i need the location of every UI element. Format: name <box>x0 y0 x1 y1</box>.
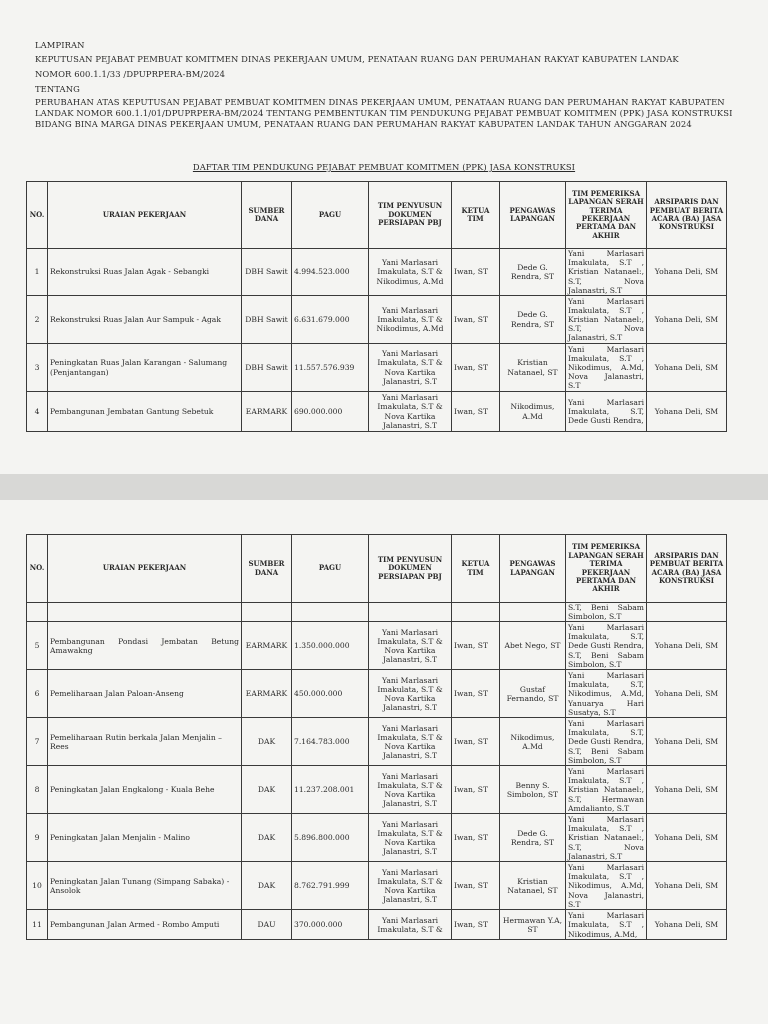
row-pagu: 7.164.783.000 <box>292 718 369 766</box>
row-pagu: 8.762.791.999 <box>292 862 369 910</box>
row-ketua: Iwan, ST <box>452 862 500 910</box>
row-no: 11 <box>27 910 48 940</box>
row-arsiparis: Yohana Deli, SM <box>647 622 727 670</box>
row-pemeriksa: Yani Marlasari Imakulata, S.T , Kristian Natanael:, S.T, Nova Jalanastri, S.T <box>566 249 647 296</box>
row-pemeriksa: Yani Marlasari Imakulata, S.T , Nikodimus, A.Md, <box>566 910 647 940</box>
row-ketua: Iwan, ST <box>452 718 500 766</box>
table-row <box>27 814 727 862</box>
row-pemeriksa: Yani Marlasari Imakulata, S.T , Kristian Natanael:, S.T, Nova Jalanastri, S.T <box>566 814 647 862</box>
row-uraian: Rekonstruksi Ruas Jalan Agak - Sebangki <box>48 249 242 296</box>
lampiran-label: LAMPIRAN <box>35 40 85 50</box>
row-ketua: Iwan, ST <box>452 766 500 814</box>
row-uraian: Peningkatan Jalan Tunang (Simpang Sabaka) - Ansolok <box>48 862 242 910</box>
col-no: NO. <box>27 182 48 249</box>
row-ketua: Iwan, ST <box>452 910 500 940</box>
row-pagu: 450.000.000 <box>292 670 369 718</box>
row-arsiparis: Yohana Deli, SM <box>647 670 727 718</box>
row-no: 2 <box>27 296 48 344</box>
row-pemeriksa: Yani Marlasari Imakulata, S.T , Kristian Natanael:, S.T, Nova Jalanastri, S.T <box>566 296 647 344</box>
row-pagu: 5.896.800.000 <box>292 814 369 862</box>
col-pengawas: PENGAWAS LAPANGAN <box>500 182 566 249</box>
row-pengawas: Dede G. Rendra, ST <box>500 249 566 296</box>
row-sumber: DAK <box>242 814 292 862</box>
row-uraian: Rekonstruksi Ruas Jalan Aur Sampuk - Agak <box>48 296 242 344</box>
row-penyusun: Yani Marlasari Imakulata, S.T & Nova Kartika Jalanastri, S.T <box>369 862 452 910</box>
col-tim-penyusun: TIM PENYUSUN DOKUMEN PERSIAPAN PBJ <box>369 535 452 603</box>
team-table-page-2 <box>26 534 727 940</box>
row-pagu: 6.631.679.000 <box>292 296 369 344</box>
row-pengawas: Hermawan Y.A, ST <box>500 910 566 940</box>
row-uraian: Pembangunan Pondasi Jembatan Betung Amawakng <box>48 622 242 670</box>
table-row <box>27 670 727 718</box>
col-tim-penyusun: TIM PENYUSUN DOKUMEN PERSIAPAN PBJ <box>369 182 452 249</box>
row-arsiparis: Yohana Deli, SM <box>647 766 727 814</box>
col-no: NO. <box>27 535 48 603</box>
row-pemeriksa: Yani Marlasari Imakulata, S.T, Nikodimus, A.Md, Yanuarya Hari Susatya, S.T <box>566 670 647 718</box>
row-no: 4 <box>27 392 48 432</box>
col-sumber-dana: SUMBER DANA <box>242 535 292 603</box>
row-sumber: DAK <box>242 862 292 910</box>
row-penyusun: Yani Marlasari Imakulata, S.T & Nova Kartika Jalanastri, S.T <box>369 766 452 814</box>
col-pagu: PAGU <box>292 182 369 249</box>
row-uraian: Pemeliharaan Jalan Paloan-Anseng <box>48 670 242 718</box>
table-header-row <box>27 182 727 249</box>
row-pemeriksa: Yani Marlasari Imakulata, S.T , Nikodimus, A.Md, Nova Jalanastri, S.T <box>566 862 647 910</box>
row-no: 3 <box>27 344 48 392</box>
row-sumber: EARMARK <box>242 622 292 670</box>
row-penyusun: Yani Marlasari Imakulata, S.T & Nova Kartika Jalanastri, S.T <box>369 670 452 718</box>
col-arsiparis: ARSIPARIS DAN PEMBUAT BERITA ACARA (BA) JASA KONSTRUKSI <box>647 535 727 603</box>
row-sumber: DBH Sawit <box>242 249 292 296</box>
row-no: 1 <box>27 249 48 296</box>
row-sumber: DAK <box>242 766 292 814</box>
col-tim-pemeriksa: TIM PEMERIKSA LAPANGAN SERAH TERIMA PEKERJAAN PERTAMA DAN AKHIR <box>566 535 647 603</box>
col-arsiparis: ARSIPARIS DAN PEMBUAT BERITA ACARA (BA) JASA KONSTRUKSI <box>647 182 727 249</box>
team-table-page-1 <box>26 181 727 432</box>
row-uraian: Pemeliharaan Rutin berkala Jalan Menjalin – Rees <box>48 718 242 766</box>
row-pengawas: Abet Nego, ST <box>500 622 566 670</box>
row-ketua: Iwan, ST <box>452 670 500 718</box>
row-arsiparis: Yohana Deli, SM <box>647 862 727 910</box>
row-no: 8 <box>27 766 48 814</box>
row-sumber: DBH Sawit <box>242 344 292 392</box>
col-sumber-dana: SUMBER DANA <box>242 182 292 249</box>
row-ketua: Iwan, ST <box>452 296 500 344</box>
row-uraian: Peningkatan Jalan Engkalong - Kuala Behe <box>48 766 242 814</box>
row-pengawas: Nikodimus, A.Md <box>500 718 566 766</box>
row-sumber: EARMARK <box>242 670 292 718</box>
row-uraian: Peningkatan Jalan Menjalin - Malino <box>48 814 242 862</box>
row-pagu: 11.557.576.939 <box>292 344 369 392</box>
row-sumber: EARMARK <box>242 392 292 432</box>
row-pengawas: Dede G. Rendra, ST <box>500 296 566 344</box>
row-uraian: Peningkatan Ruas Jalan Karangan - Salumang (Penjantangan) <box>48 344 242 392</box>
row-pemeriksa: Yani Marlasari Imakulata, S.T, Dede Gusti Rendra, <box>566 392 647 432</box>
row-no: 9 <box>27 814 48 862</box>
nomor-surat: NOMOR 600.1.1/33 /DPUPRPERA-BM/2024 <box>35 69 226 79</box>
perubahan-text: PERUBAHAN ATAS KEPUTUSAN PEJABAT PEMBUAT KOMITMEN DINAS PEKERJAAN UMUM, PENATAAN RUANG DAN PERUMAHAN RAKYAT KABUPATEN LANDAK NOMOR 600.1.1/01/DPUPRPERA-BM/2024 TENTANG PEMBENTUKAN TIM PENDUKUNG PEJABAT PEMBUAT KOMITMEN (PPK) JASA KONSTRUKSI BIDANG BINA MARGA DINAS PEKERJAAN UMUM, PENATAAN RUANG DAN PERUMAHAN RAKYAT KABUPATEN LANDAK TAHUN ANGGARAN 2024 <box>35 97 733 129</box>
row-penyusun: Yani Marlasari Imakulata, S.T & Nova Kartika Jalanastri, S.T <box>369 622 452 670</box>
row-pemeriksa: S.T, Beni Sabam Simbolon, S.T <box>566 603 647 622</box>
row-no: 7 <box>27 718 48 766</box>
row-no: 6 <box>27 670 48 718</box>
table-row <box>27 622 727 670</box>
row-arsiparis: Yohana Deli, SM <box>647 249 727 296</box>
table-row <box>27 344 727 392</box>
table-row-continuation <box>27 603 727 622</box>
row-arsiparis: Yohana Deli, SM <box>647 392 727 432</box>
table-title: DAFTAR TIM PENDUKUNG PEJABAT PEMBUAT KOMITMEN (PPK) JASA KONSTRUKSI <box>192 162 576 172</box>
table-row <box>27 249 727 296</box>
row-arsiparis: Yohana Deli, SM <box>647 718 727 766</box>
row-sumber: DAK <box>242 718 292 766</box>
row-uraian: Pembangunan Jalan Armed - Rombo Amputi <box>48 910 242 940</box>
row-arsiparis: Yohana Deli, SM <box>647 910 727 940</box>
row-ketua: Iwan, ST <box>452 344 500 392</box>
row-arsiparis: Yohana Deli, SM <box>647 814 727 862</box>
row-no: 5 <box>27 622 48 670</box>
table-row <box>27 862 727 910</box>
table-row <box>27 766 727 814</box>
row-sumber: DAU <box>242 910 292 940</box>
col-uraian: URAIAN PEKERJAAN <box>48 182 242 249</box>
col-pagu: PAGU <box>292 535 369 603</box>
row-penyusun: Yani Marlasari Imakulata, S.T & Nova Kartika Jalanastri, S.T <box>369 392 452 432</box>
row-penyusun: Yani Marlasari Imakulata, S.T & <box>369 910 452 940</box>
row-penyusun: Yani Marlasari Imakulata, S.T & Nova Kartika Jalanastri, S.T <box>369 344 452 392</box>
row-pemeriksa: Yani Marlasari Imakulata, S.T, Dede Gusti Rendra, S.T, Beni Sabam Simbolon, S.T <box>566 718 647 766</box>
row-penyusun: Yani Marlasari Imakulata, S.T & Nova Kartika Jalanastri, S.T <box>369 814 452 862</box>
row-pagu: 370.000.000 <box>292 910 369 940</box>
document-page-1 <box>0 0 768 474</box>
row-pagu: 690.000.000 <box>292 392 369 432</box>
col-ketua-tim: KETUA TIM <box>452 182 500 249</box>
row-ketua: Iwan, ST <box>452 814 500 862</box>
row-uraian: Pembangunan Jembatan Gantung Sebetuk <box>48 392 242 432</box>
row-pengawas: Kristian Natanael, ST <box>500 344 566 392</box>
row-pengawas: Dede G. Rendra, ST <box>500 814 566 862</box>
row-penyusun: Yani Marlasari Imakulata, S.T & Nova Kartika Jalanastri, S.T <box>369 718 452 766</box>
document-page-2 <box>0 500 768 1024</box>
row-ketua: Iwan, ST <box>452 622 500 670</box>
tentang-label: TENTANG <box>35 84 80 94</box>
table-row <box>27 392 727 432</box>
row-pagu: 4.994.523.000 <box>292 249 369 296</box>
table-row <box>27 910 727 940</box>
col-pengawas: PENGAWAS LAPANGAN <box>500 535 566 603</box>
row-ketua: Iwan, ST <box>452 392 500 432</box>
row-penyusun: Yani Marlasari Imakulata, S.T & Nikodimus, A.Md <box>369 296 452 344</box>
row-pemeriksa: Yani Marlasari Imakulata, S.T , Nikodimus, A.Md, Nova Jalanastri, S.T <box>566 344 647 392</box>
row-pagu: 1.350.000.000 <box>292 622 369 670</box>
table-row <box>27 718 727 766</box>
row-arsiparis: Yohana Deli, SM <box>647 344 727 392</box>
row-pengawas: Benny S. Simbolon, ST <box>500 766 566 814</box>
row-penyusun: Yani Marlasari Imakulata, S.T & Nikodimus, A.Md <box>369 249 452 296</box>
row-sumber: DBH Sawit <box>242 296 292 344</box>
row-pemeriksa: Yani Marlasari Imakulata, S.T, Dede Gusti Rendra, S.T, Beni Sabam Simbolon, S.T <box>566 622 647 670</box>
col-tim-pemeriksa: TIM PEMERIKSA LAPANGAN SERAH TERIMA PEKERJAAN PERTAMA DAN AKHIR <box>566 182 647 249</box>
row-arsiparis: Yohana Deli, SM <box>647 296 727 344</box>
col-ketua-tim: KETUA TIM <box>452 535 500 603</box>
row-pengawas: Kristian Natanael, ST <box>500 862 566 910</box>
table-header-row <box>27 535 727 603</box>
row-ketua: Iwan, ST <box>452 249 500 296</box>
row-pengawas: Gustaf Fernando, ST <box>500 670 566 718</box>
table-row <box>27 296 727 344</box>
row-pengawas: Nikodimus, A.Md <box>500 392 566 432</box>
row-pemeriksa: Yani Marlasari Imakulata, S.T , Kristian Natanael:, S.T, Hermawan Amdalianto, S.T <box>566 766 647 814</box>
row-pagu: 11.237.208.001 <box>292 766 369 814</box>
keputusan-title: KEPUTUSAN PEJABAT PEMBUAT KOMITMEN DINAS PEKERJAAN UMUM, PENATAAN RUANG DAN PERUMAHAN RAKYAT KABUPATEN LANDAK <box>35 54 679 64</box>
row-no: 10 <box>27 862 48 910</box>
col-uraian: URAIAN PEKERJAAN <box>48 535 242 603</box>
